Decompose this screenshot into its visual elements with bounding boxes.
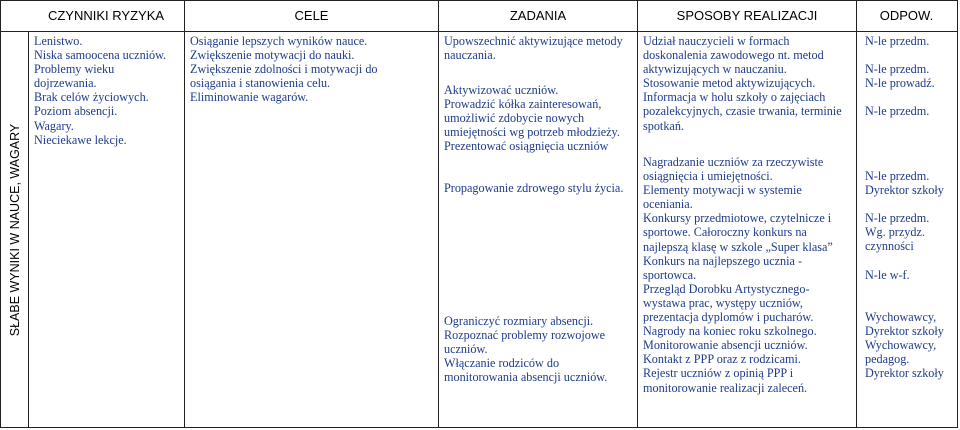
list-item: Wychowawcy, [865, 338, 937, 353]
table-header-row [1, 1, 957, 32]
sposoby-block-1 [643, 34, 842, 133]
list-item: Osiąganie lepszych wyników nauce. [190, 34, 368, 48]
list-item: Udział nauczycieli w formach [643, 34, 790, 48]
header-czynniki: CZYNNIKI RYZYKA [47, 8, 165, 23]
czynniki-cell [34, 34, 166, 147]
list-item: N-le przedm. [865, 34, 930, 48]
list-item: Propagowanie zdrowego stylu życia. [444, 181, 624, 195]
list-item: doskonalenia zawodowego nt. metod [643, 48, 824, 63]
list-item [865, 282, 944, 296]
list-item: czynności [865, 239, 914, 254]
list-item: osiągnięcia i umiejętności. [643, 169, 773, 184]
list-item: Stosowanie metod aktywizujących. [643, 76, 816, 91]
list-item: Dyrektor szkoły [865, 183, 944, 198]
list-item: oceniania. [643, 197, 693, 212]
zadania-block-2 [444, 83, 620, 153]
list-item: N-le przedm. [865, 211, 930, 226]
list-item: Rozpoznać problemy rozwojowe [444, 328, 606, 343]
list-item [865, 90, 935, 104]
row-label: SŁABE WYNIKI W NAUCE, WAGARY [7, 123, 22, 337]
list-item [865, 197, 944, 211]
list-item: wystawa prac, występy uczniów, [643, 295, 803, 310]
zadania-block-3 [444, 181, 623, 195]
list-item: Dyrektor szkoły [865, 366, 944, 381]
list-item: Rejestr uczniów z opinią PPP i [643, 366, 794, 381]
header-sposoby: SPOSOBY REALIZACJI [676, 8, 818, 23]
list-item: Kontakt z PPP oraz z rodzicami. [643, 352, 801, 367]
list-item: Informacja w holu szkoły o zajęciach [643, 90, 826, 105]
list-item: Dyrektor szkoły [865, 324, 944, 339]
list-item: umożliwić zdobycie nowych [444, 111, 585, 126]
list-item [865, 48, 935, 62]
list-item: pedagog. [865, 352, 910, 367]
header-odpow: ODPOW. [879, 8, 934, 23]
list-item: spotkań. [643, 118, 684, 133]
list-item: Eliminowanie wagarów. [190, 90, 309, 105]
zadania-block-1 [444, 34, 623, 62]
list-item: Prowadzić kółka zainteresowań, [444, 97, 602, 112]
list-item: pozalekcyjnych, czasie trwania, terminie [643, 104, 842, 119]
list-item: Poziom absencji. [34, 104, 118, 119]
list-item: sportowca. [643, 267, 697, 282]
list-item: umiejętności wg potrzeb młodzieży. [444, 125, 620, 140]
col-divider [438, 1, 439, 427]
list-item: Nagradzanie uczniów za rzeczywiste [643, 155, 824, 169]
row-label-cell [1, 32, 28, 428]
list-item: Nieciekawe lekcje. [34, 132, 127, 147]
list-item: Wg. przydz. [865, 225, 925, 240]
list-item: Lenistwo. [34, 34, 83, 48]
list-item: Nagrody na koniec roku szkolnego. [643, 324, 817, 339]
list-item: Zwiększenie zdolności i motywacji do [190, 62, 378, 77]
list-item: Włączanie rodziców do [444, 356, 560, 371]
list-item: Wagary. [34, 118, 74, 133]
list-item: Wychowawcy, [865, 309, 937, 324]
cele-cell [190, 34, 378, 104]
list-item: Przegląd Dorobku Artystycznego- [643, 281, 810, 296]
zadania-block-4 [444, 314, 607, 384]
header-zadania: ZADANIA [509, 8, 567, 23]
list-item: Aktywizować uczniów. [444, 83, 559, 97]
col-divider [28, 31, 29, 428]
list-item: Konkurs na najlepszego ucznia - [643, 253, 803, 268]
list-item: monitorowanie realizacji zaleceń. [643, 380, 808, 395]
list-item: najlepszą klasę w szkole „Super klasa” [643, 239, 833, 254]
odpow-block-2 [865, 169, 944, 380]
col-divider [856, 1, 857, 427]
list-item: N-le przedm. [865, 169, 930, 183]
list-item: Niska samoocena uczniów. [34, 48, 167, 63]
list-item: Ograniczyć rozmiary absencji. [444, 314, 594, 328]
list-item: aktywizujących w nauczaniu. [643, 62, 787, 77]
list-item: sportowe. Całoroczny konkurs na [643, 225, 807, 240]
col-divider [637, 1, 638, 427]
list-item: Prezentować osiągnięcia uczniów [444, 139, 609, 154]
list-item: uczniów. [444, 342, 488, 357]
list-item: dojrzewania. [34, 76, 97, 91]
list-item: N-le w-f. [865, 267, 910, 282]
list-item: N-le przedm. [865, 104, 930, 119]
list-item: Brak celów życiowych. [34, 90, 149, 105]
sposoby-block-2 [643, 155, 833, 395]
list-item [865, 254, 944, 268]
list-item: Elementy motywacji w systemie [643, 183, 802, 198]
list-item: Zwiększenie motywacji do nauki. [190, 48, 355, 63]
list-item: Problemy wieku [34, 62, 115, 77]
list-item: N-le prowadź. [865, 76, 935, 91]
col-divider [184, 1, 185, 427]
header-cele: CELE [294, 8, 329, 23]
list-item: Konkursy przedmiotowe, czytelnicze i [643, 211, 832, 226]
list-item: Monitorowanie absencji uczniów. [643, 338, 808, 353]
list-item: monitorowania absencji uczniów. [444, 370, 608, 385]
list-item [865, 296, 944, 310]
list-item: N-le przedm. [865, 62, 930, 77]
list-item: nauczania. [444, 48, 496, 63]
list-item: osiągania i stanowienia celu. [190, 76, 331, 91]
list-item: Upowszechnić aktywizujące metody [444, 34, 623, 48]
odpow-block-1 [865, 34, 935, 119]
list-item: prezentacja dyplomów i pucharów. [643, 310, 814, 325]
